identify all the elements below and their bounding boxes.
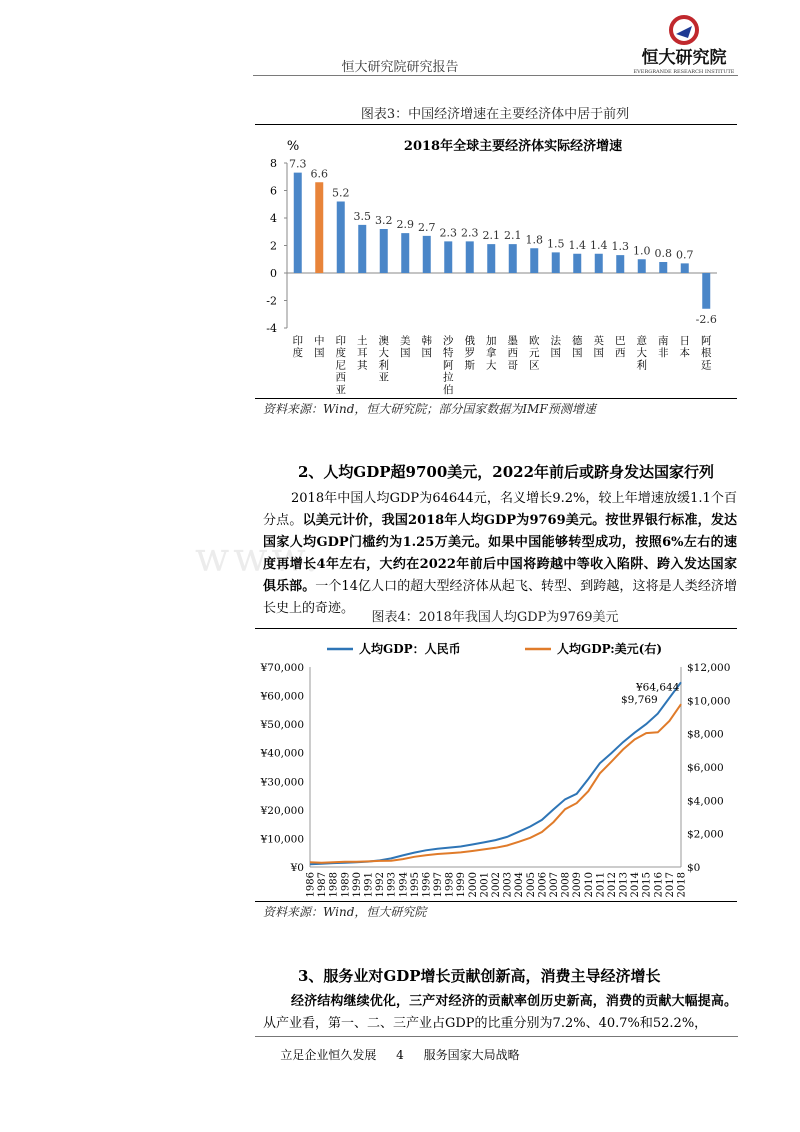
category-char: 大	[378, 347, 389, 360]
bar	[509, 244, 517, 273]
figure4-caption: 图表4：2018年我国人均GDP为9769美元	[371, 610, 619, 625]
category-char: 元	[529, 347, 540, 360]
y-tick-label: 0	[270, 267, 277, 280]
category-char: 加	[486, 335, 497, 347]
bar-value-label: 0.8	[654, 247, 672, 260]
x-tick-label: 1994	[398, 872, 410, 898]
left-tick-label: ¥10,000	[260, 833, 304, 846]
bar-value-label: 2.3	[461, 226, 479, 240]
x-tick-label: 1989	[340, 872, 352, 898]
category-char: 利	[636, 359, 647, 372]
category-label	[357, 334, 368, 371]
category-label	[314, 334, 325, 359]
category-char: 大	[636, 347, 647, 360]
category-char: 法	[550, 335, 561, 347]
category-char: 土	[357, 335, 368, 347]
left-tick-label: ¥50,000	[260, 719, 304, 732]
per-capita-gdp-line-chart	[255, 632, 737, 900]
right-tick-label: $4,000	[687, 795, 724, 808]
bar	[638, 259, 646, 273]
bar-value-label: 2.3	[439, 226, 457, 240]
category-char: 廷	[701, 359, 712, 372]
section2-tail-text: 一个14亿人口的超大型经济体从起飞、转型、到跨越，这将是人类经济增长史上的奇迹。	[263, 579, 737, 616]
right-tick-label: $0	[687, 862, 701, 874]
category-char: 国	[572, 347, 583, 360]
bar-value-label: 2.1	[482, 229, 500, 243]
x-tick-label: 2011	[595, 872, 607, 898]
x-tick-label: 1996	[421, 872, 433, 898]
y-tick-label: -2	[266, 294, 277, 308]
category-label	[615, 335, 626, 359]
bar-value-label: 1.8	[525, 233, 543, 247]
figure3-caption: 图表3：中国经济增速在主要经济体中居于前列	[360, 107, 630, 122]
bar	[315, 182, 323, 273]
bar	[466, 241, 474, 273]
x-tick-label: 2005	[525, 872, 537, 898]
category-label	[658, 334, 669, 359]
x-tick-label: 1987	[317, 872, 329, 898]
x-tick-label: 1986	[305, 872, 317, 898]
category-char: 西	[507, 347, 518, 360]
category-label	[551, 334, 562, 359]
category-label	[465, 334, 476, 371]
category-char: 大	[486, 359, 497, 372]
category-label	[336, 334, 347, 396]
y-tick-label: 4	[270, 212, 277, 225]
category-char: 国	[550, 347, 561, 360]
bar	[681, 263, 689, 273]
logo-subtext: EVERGRANDE RESEARCH INSTITUTE	[633, 69, 735, 75]
category-char: 中	[314, 335, 325, 347]
report-header-title: 恒大研究院研究报告	[341, 60, 459, 75]
category-char: 罗	[464, 347, 475, 360]
x-tick-label: 2015	[641, 872, 653, 898]
x-tick-label: 2014	[630, 872, 642, 898]
series-line	[310, 704, 681, 863]
category-char: 哥	[507, 359, 518, 372]
y-tick-label: -4	[266, 322, 277, 335]
section3-text: 从产业看，第一、二、三产业占GDP的比重分别为7.2%、40.7%和52.2%，	[263, 1016, 708, 1031]
x-tick-label: 2018	[676, 872, 688, 898]
category-char: 巴	[615, 335, 626, 347]
y-axis-unit: %	[286, 139, 300, 154]
x-tick-label: 1988	[328, 872, 340, 898]
bar	[616, 255, 624, 273]
bar-value-label: 0.7	[676, 248, 694, 262]
category-char: 亚	[335, 383, 346, 396]
section3-paragraph	[263, 991, 737, 1035]
x-tick-label: 2002	[491, 872, 502, 898]
category-char: 度	[335, 347, 346, 360]
category-label	[443, 334, 454, 396]
x-tick-label: 2017	[664, 872, 676, 898]
category-label	[293, 334, 304, 359]
category-label	[594, 334, 605, 359]
x-tick-label: 2013	[618, 872, 630, 898]
footer-rule	[255, 1036, 738, 1037]
category-char: 其	[357, 359, 368, 372]
category-char: 国	[421, 347, 432, 360]
category-label	[400, 334, 411, 359]
category-char: 印	[335, 335, 346, 347]
institute-logo	[624, 8, 744, 78]
legend-label: 人均GDP:美元(右)	[557, 642, 663, 656]
gdp-growth-bar-chart	[255, 128, 737, 396]
x-tick-label: 1995	[409, 872, 421, 898]
bar	[380, 229, 388, 273]
category-label	[486, 334, 497, 371]
left-tick-label: ¥70,000	[260, 662, 304, 674]
category-char: 西	[335, 371, 346, 384]
left-tick-label: ¥30,000	[260, 776, 304, 789]
right-tick-label: $2,000	[687, 828, 724, 841]
x-tick-label: 2008	[560, 872, 572, 898]
category-label	[680, 335, 691, 359]
bar	[487, 244, 495, 273]
category-char: 斯	[464, 359, 475, 372]
category-char: 韩	[421, 335, 432, 347]
category-char: 国	[400, 347, 411, 360]
x-tick-label: 2010	[583, 872, 595, 898]
footer-right: 服务国家大局战略	[423, 1048, 520, 1062]
section2-title: 2、人均GDP超9700美元，2022年前后或跻身发达国家行列	[298, 463, 715, 481]
category-char: 南	[658, 335, 669, 347]
bar	[423, 236, 431, 273]
category-char: 美	[400, 335, 411, 347]
bar	[294, 173, 302, 273]
section2-text: 2018年中国人均GDP为64644元，名义增长9.2%，较上年增速放缓1.1个百分点。	[263, 491, 737, 528]
category-char: 根	[701, 347, 712, 360]
section3-bold-text: 经济结构继续优化，三产对经济的贡献率创历史新高，消费的贡献大幅提高。	[291, 994, 737, 1009]
left-tick-label: ¥0	[290, 862, 304, 874]
bar-value-label: 2.9	[396, 218, 414, 232]
left-tick-label: ¥60,000	[260, 690, 304, 703]
bar	[337, 202, 345, 274]
category-label	[529, 334, 540, 371]
bar-value-label: 1.5	[547, 237, 565, 251]
category-char: 本	[679, 347, 690, 360]
category-char: 俄	[464, 335, 475, 347]
right-tick-label: $12,000	[687, 662, 731, 674]
category-char: 亚	[378, 371, 389, 384]
figure4-bottom-rule	[255, 901, 737, 902]
watermark: www.	[195, 535, 322, 581]
x-tick-label: 1992	[375, 872, 387, 898]
bar	[401, 233, 409, 273]
x-tick-label: 2001	[479, 872, 491, 898]
category-label	[508, 335, 519, 371]
footer-left: 立足企业恒久发展	[280, 1048, 377, 1062]
x-tick-label: 2004	[514, 872, 526, 898]
bar-value-label: 3.5	[353, 209, 371, 223]
category-char: 度	[292, 347, 303, 360]
category-char: 耳	[357, 347, 368, 360]
figure4-top-rule	[255, 628, 737, 629]
bar-value-label: 1.4	[568, 238, 586, 252]
right-tick-label: $8,000	[687, 728, 724, 741]
footer	[0, 1046, 800, 1063]
logo-icon	[624, 8, 744, 78]
category-char: 区	[529, 359, 540, 372]
bar-value-label: 1.4	[590, 238, 608, 252]
category-char: 国	[593, 347, 604, 360]
category-char: 特	[443, 347, 454, 360]
bar	[530, 248, 538, 273]
x-tick-label: 1999	[456, 872, 468, 898]
figure3-top-rule	[255, 124, 737, 125]
category-char: 澳	[378, 335, 389, 347]
section2-bold-text: 以美元计价，我国2018年人均GDP为9769美元。按世界银行标准，发达国家人均GDP门槛约为1.25万美元。如果中国能够转型成功，按照6%左右的速度再增长4年左右，大约在2022年前后中国将跨越中等收入陷阱、跨入发达国家俱乐部。	[263, 513, 737, 594]
bar	[444, 241, 452, 273]
figure3-source: 资料来源：Wind，恒大研究院；部分国家数据为IMF预测增速	[263, 402, 596, 416]
bar-value-label: 7.3	[289, 157, 307, 171]
y-tick-label: 6	[270, 184, 277, 198]
left-tick-label: ¥40,000	[260, 747, 304, 760]
series-line	[310, 682, 681, 864]
bar	[595, 254, 603, 273]
category-char: 意	[636, 335, 647, 347]
bar	[702, 273, 710, 309]
category-char: 利	[378, 359, 389, 372]
y-tick-label: 8	[270, 157, 277, 170]
figure4-source: 资料来源：Wind，恒大研究院	[263, 905, 427, 919]
left-tick-label: ¥20,000	[260, 804, 304, 817]
bar	[659, 262, 667, 273]
bar	[358, 225, 366, 273]
x-tick-label: 2009	[572, 872, 584, 898]
bar-value-label: -2.6	[695, 312, 717, 326]
category-label	[701, 335, 712, 371]
section3-title: 3、服务业对GDP增长贡献创新高，消费主导经济增长	[298, 967, 661, 985]
category-char: 拉	[443, 371, 454, 384]
category-label	[637, 335, 648, 371]
page-number: 4	[396, 1048, 404, 1062]
x-tick-label: 1993	[386, 872, 398, 898]
bar-value-label: 2.1	[504, 229, 522, 243]
bar-value-label: 3.2	[375, 214, 393, 227]
logo-text: 恒大研究院	[641, 48, 727, 68]
category-char: 阿	[701, 335, 712, 347]
x-tick-label: 2006	[537, 872, 549, 898]
x-tick-label: 2007	[548, 872, 560, 898]
category-char: 伯	[443, 383, 454, 396]
annotation-usd: $9,769	[621, 694, 658, 707]
category-label	[422, 334, 433, 359]
annotation-rmb: ¥64,644	[636, 681, 680, 694]
x-tick-label: 2016	[653, 872, 665, 898]
chart-title: 2018年全球主要经济体实际经济增速	[403, 139, 623, 154]
category-char: 拿	[486, 347, 497, 360]
x-tick-label: 1998	[444, 872, 456, 898]
x-tick-label: 2000	[467, 872, 479, 898]
category-label	[572, 334, 583, 359]
category-char: 沙	[443, 335, 454, 347]
category-char: 国	[314, 347, 325, 360]
bar-value-label: 1.3	[611, 240, 629, 254]
bar	[573, 254, 581, 273]
category-char: 非	[658, 347, 669, 360]
category-char: 英	[593, 335, 604, 347]
category-char: 阿	[443, 359, 454, 372]
category-label	[379, 334, 390, 384]
category-char: 尼	[335, 359, 346, 372]
x-tick-label: 1991	[363, 872, 375, 898]
category-char: 欧	[529, 335, 540, 347]
bar-value-label: 5.2	[332, 186, 350, 200]
right-tick-label: $6,000	[687, 762, 724, 774]
x-tick-label: 2012	[606, 872, 618, 898]
bar-value-label: 2.7	[418, 220, 436, 234]
section2-paragraph	[263, 488, 737, 620]
x-tick-label: 1990	[351, 872, 363, 898]
bar	[552, 252, 560, 273]
category-char: 日	[679, 335, 690, 347]
category-char: 德	[572, 335, 583, 347]
x-tick-label: 2003	[502, 872, 514, 898]
legend-label: 人均GDP：人民币	[359, 642, 461, 656]
bar-value-label: 1.0	[633, 244, 651, 258]
y-tick-label: 2	[270, 239, 277, 253]
figure3-bottom-rule	[255, 398, 737, 399]
bar-value-label: 6.6	[310, 167, 328, 181]
category-char: 墨	[507, 335, 518, 347]
x-tick-label: 1997	[433, 872, 445, 898]
category-char: 印	[292, 335, 303, 347]
right-tick-label: $10,000	[687, 695, 731, 708]
category-char: 西	[615, 347, 626, 360]
